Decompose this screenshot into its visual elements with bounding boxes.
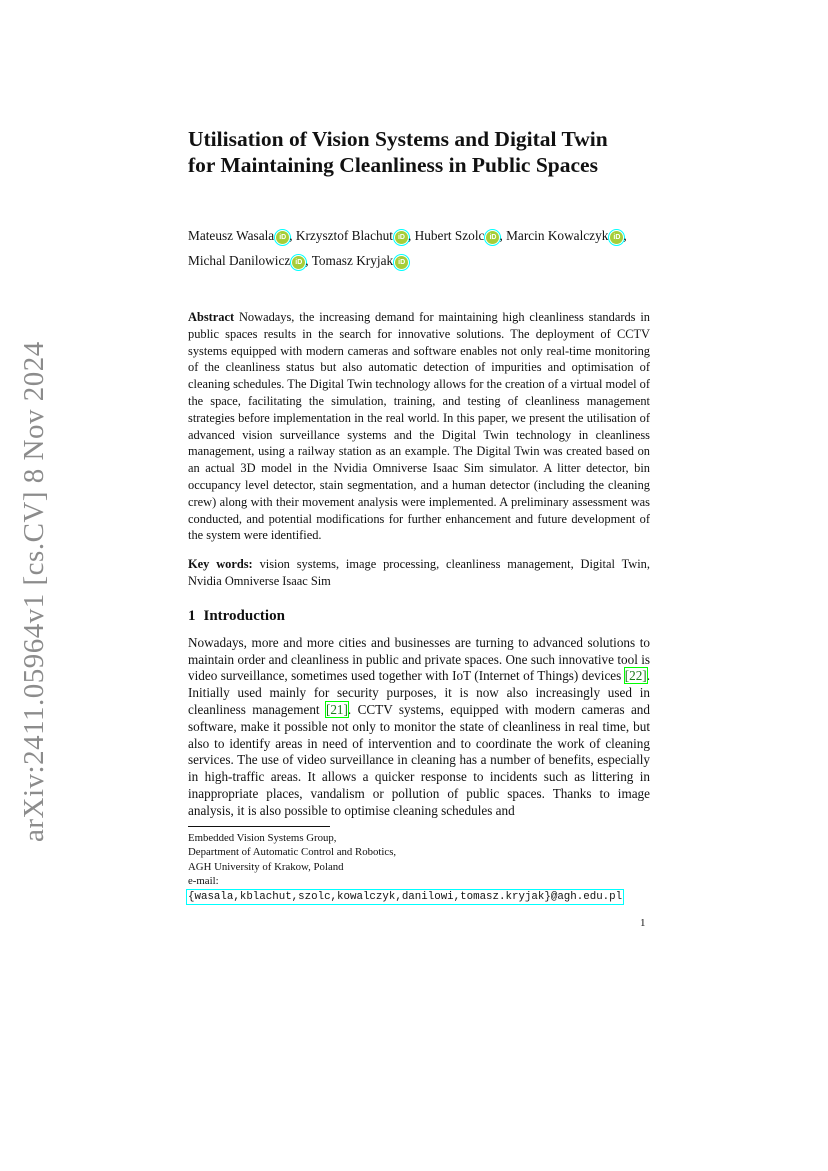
introduction-paragraph (188, 635, 650, 820)
author-name: Hubert Szolc (414, 228, 485, 243)
author-name: Michal Danilowicz (188, 253, 291, 268)
author-separator: , (305, 253, 312, 268)
affiliation-line: Embedded Vision Systems Group, (188, 831, 337, 844)
affiliation-line: AGH University of Krakow, Poland (188, 860, 344, 873)
paper-title (188, 126, 650, 178)
section-heading (188, 608, 650, 625)
email-label: e-mail: (188, 875, 219, 888)
orcid-icon[interactable]: iD (610, 231, 623, 244)
abstract-text: Nowadays, the increasing demand for maintaining high cleanliness standards in public spaces results in the search for innovative solutions. The deployment of CCTV systems equipped with modern cameras and software enables not only real-time monitoring of the cleanliness status but also automatic detection of impurities and optimisation of cleaning schedules. The Digital Twin technology allows for the creation of a virtual model of the space, facilitating the simulation, training, and testing of cleanliness management strategies before implementation in the real world. In this paper, we present the utilisation of advanced vision surveillance systems and the Digital Twin technology in cleanliness management, using a railway station as an example. The Digital Twin was created based on an actual 3D model in the Nvidia Omniverse Isaac Sim simulator. A litter detector, bin occupancy level detector, stain segmentation, and a human detector (including the cleaning crew) along with their movement analysis were implemented. A preliminary assessment was conducted, and potential modifications for further enhancement and future development of the system were identified. (188, 310, 650, 543)
paper-first-page (188, 126, 650, 904)
author-separator: , (623, 228, 627, 243)
title-line-1: Utilisation of Vision Systems and Digital Twin (188, 127, 608, 151)
title-line-2: for Maintaining Cleanliness in Public Spaces (188, 153, 598, 177)
keywords (188, 556, 650, 590)
footnote-rule (188, 826, 330, 827)
intro-text: Nowadays, more and more cities and businesses are turning to advanced solutions to maintain order and cleanliness in public and private spaces. One such innovative tool is video surveillance, sometimes used together with IoT (Internet of Things) devices (188, 634, 650, 684)
section-number: 1 (188, 607, 196, 624)
author-separator: , (289, 228, 296, 243)
affiliation-footnote (188, 831, 650, 905)
affiliation-line: Department of Automatic Control and Robotics, (188, 846, 397, 859)
abstract (188, 309, 650, 544)
author-separator: , (407, 228, 415, 243)
author-separator: , (499, 228, 507, 243)
author-name: Tomasz Kryjak (311, 253, 394, 268)
author-name: Krzysztof Blachut (295, 228, 393, 243)
arxiv-identifier-stamp: arXiv:2411.05964v1 [cs.CV] 8 Nov 2024 (18, 341, 50, 842)
abstract-label: Abstract (188, 310, 235, 324)
orcid-icon[interactable]: iD (276, 231, 289, 244)
email-link[interactable]: {wasala,kblachut,szolc,kowalczyk,danilowi,tomasz.kryjak}@agh.edu.pl (188, 890, 623, 903)
orcid-icon[interactable]: iD (486, 231, 499, 244)
author-list (188, 223, 650, 273)
intro-text: . CCTV systems, equipped with modern cameras and software, make it possible not only to monitor the state of cleanliness in real time, but also to identify areas in need of intervention and to coordinate the work of cleaning services. The use of video surveillance in cleaning has a number of benefits, especially in high-traffic areas. It allows a quicker response to incidents such as littering in inappropriate places, vandalism or pollution of public spaces. Thanks to image analysis, it is also possible to optimise cleaning schedules and (188, 701, 650, 818)
keywords-label: Key words: (188, 557, 253, 572)
section-title: Introduction (203, 607, 285, 624)
keywords-text: vision systems, image processing, cleanliness management, Digital Twin, Nvidia Omniverse Isaac Sim (188, 557, 650, 588)
author-name: Marcin Kowalczyk (506, 228, 609, 243)
page-number: 1 (640, 917, 646, 929)
email-line (188, 874, 650, 904)
orcid-icon[interactable]: iD (292, 256, 305, 269)
citation-link[interactable]: [22] (624, 668, 647, 684)
author-name: Mateusz Wasala (188, 228, 275, 243)
citation-link[interactable]: [21] (325, 701, 348, 717)
orcid-icon[interactable]: iD (395, 256, 408, 269)
orcid-icon[interactable]: iD (395, 231, 408, 244)
intro-text: . Initially used mainly for security purposes, it is now also increasingly used in cleanliness management (188, 668, 650, 717)
